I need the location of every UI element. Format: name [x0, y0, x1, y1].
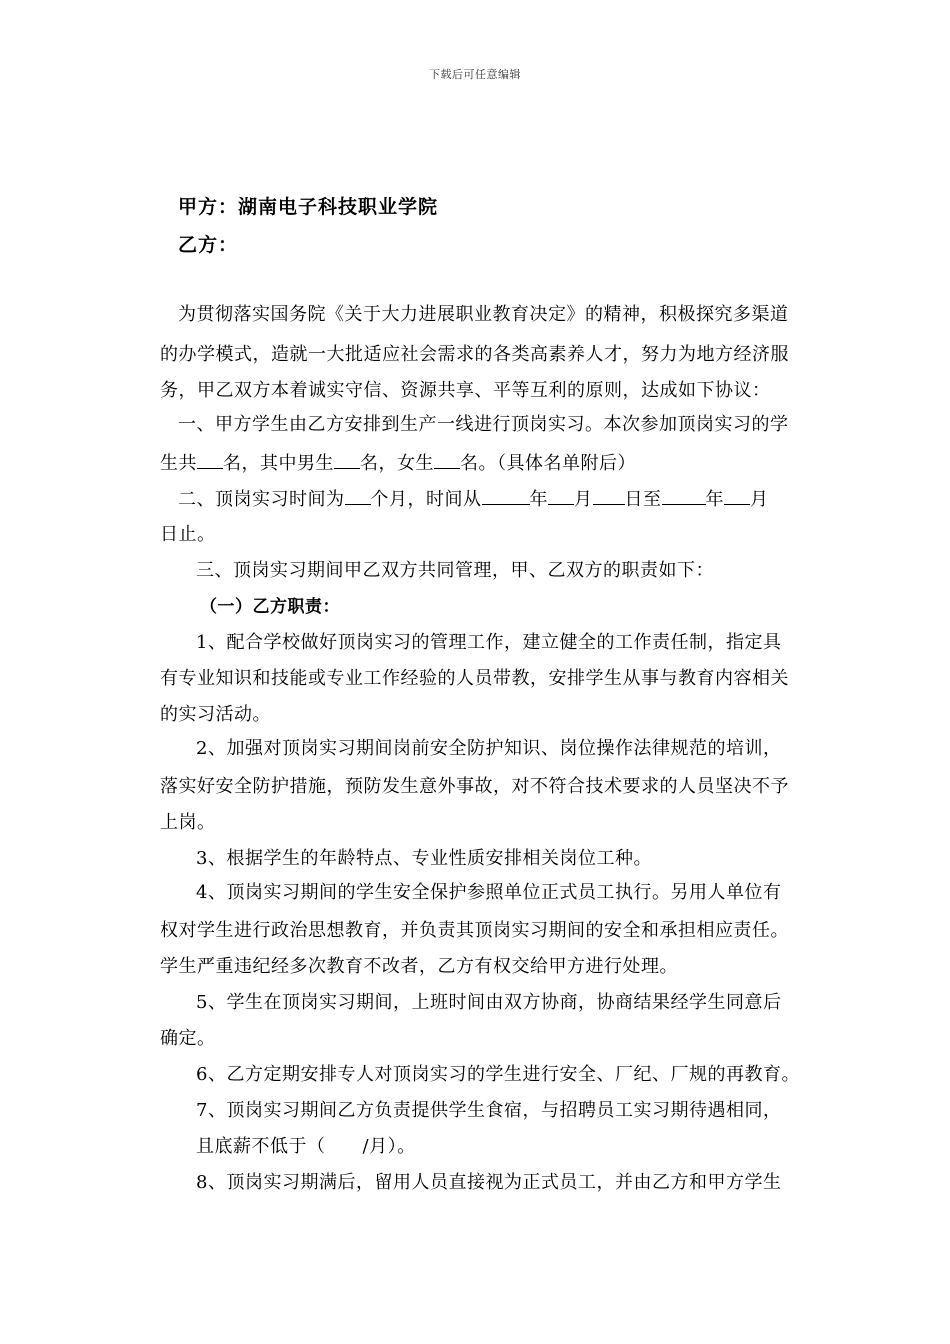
item-4-line: 权对学生进行政治思想教育，并负责其顶岗实习期间的安全和承担相应责任。 — [160, 920, 789, 941]
item-7-line: 7、顶岗实习期间乙方负责提供学生食宿，与招聘员工实习期待遇相同， — [196, 1100, 782, 1121]
clause-text: 二、顶岗实习时间为 — [178, 489, 345, 510]
fill-blank[interactable] — [197, 448, 223, 469]
clause-2-line — [160, 484, 838, 515]
item-4-line: 学生严重违纪经多次教育不改者，乙方有权交给甲方进行处理。 — [160, 956, 678, 977]
party-b-heading: 乙方： — [178, 234, 239, 256]
clause-text: 日至 — [624, 489, 662, 510]
item-5-line: 5、学生在顶岗实习期间，上班时间由双方协商，协商结果经学生同意后 — [196, 992, 782, 1013]
item-1-line: 1、配合学校做好顶岗实习的管理工作，建立健全的工作责任制，指定具 — [196, 632, 782, 653]
item-2-line: 落实好安全防护措施，预防发生意外事故，对不符合技术要求的人员坚决不予 — [160, 776, 789, 797]
fill-blank[interactable] — [482, 484, 530, 505]
clause-text: 名，女生 — [360, 453, 434, 474]
fill-blank[interactable] — [434, 448, 460, 469]
item-3-line: 3、根据学生的年龄特点、专业性质安排相关岗位工种。 — [196, 848, 652, 869]
clause-1-line: 一、甲方学生由乙方安排到生产一线进行顶岗实习。本次参加顶岗实习的学 — [178, 414, 789, 435]
fill-blank[interactable] — [593, 484, 625, 505]
clause-text: 名。（具体名单附后） — [460, 453, 636, 474]
item-4-line: 4、顶岗实习期间的学生安全保护参照单位正式员工执行。另用人单位有 — [196, 882, 782, 903]
clause-text: 年 — [529, 489, 548, 510]
clause-text: 月 — [750, 489, 769, 510]
fill-blank[interactable] — [548, 484, 574, 505]
item-1-line: 的实习活动。 — [160, 704, 271, 725]
clause-text: 名，其中男生 — [223, 453, 334, 474]
clause-text: 年 — [705, 489, 724, 510]
preamble-line: 为贯彻落实国务院《关于大力进展职业教育决定》的精神，积极探究多渠道 — [178, 304, 789, 325]
clause-2-line-2: 日止。 — [160, 524, 216, 545]
fill-blank[interactable] — [345, 484, 371, 505]
item-7-line: 且底薪不低于（ /月）。 — [196, 1136, 416, 1157]
preamble-line: 的办学模式，造就一大批适应社会需求的各类高素养人才，努力为地方经济服 — [160, 344, 789, 365]
fill-blank[interactable] — [662, 484, 706, 505]
item-6-line: 6、乙方定期安排专人对顶岗实习的学生进行安全、厂纪、厂规的再教育。 — [196, 1064, 800, 1085]
clause-text: 月 — [574, 489, 593, 510]
clause-3-line: 三、顶岗实习期间甲乙双方共同管理，甲、乙双方的职责如下： — [196, 560, 714, 581]
clause-text: 个月，时间从 — [370, 489, 482, 510]
item-2-line: 上岗。 — [160, 812, 216, 833]
item-1-line: 有专业知识和技能或专业工作经验的人员带教，安排学生从事与教育内容相关 — [160, 668, 789, 689]
item-2-line: 2、加强对顶岗实习期间岗前安全防护知识、岗位操作法律规范的培训， — [196, 738, 782, 759]
preamble-line: 务，甲乙双方本着诚实守信、资源共享、平等互利的原则，达成如下协议： — [160, 380, 771, 401]
fill-blank[interactable] — [334, 448, 360, 469]
item-8-line: 8、顶岗实习期满后，留用人员直接视为正式员工，并由乙方和甲方学生 — [196, 1172, 782, 1193]
fill-blank[interactable] — [724, 484, 750, 505]
party-a-heading: 甲方：湖南电子科技职业学院 — [178, 196, 439, 218]
clause-1-line-2 — [160, 448, 820, 479]
section-heading: （一）乙方职责： — [200, 597, 340, 617]
header-note: 下载后可任意编辑 — [429, 68, 521, 81]
item-5-line: 确定。 — [160, 1028, 216, 1049]
clause-text: 生共 — [160, 453, 197, 474]
